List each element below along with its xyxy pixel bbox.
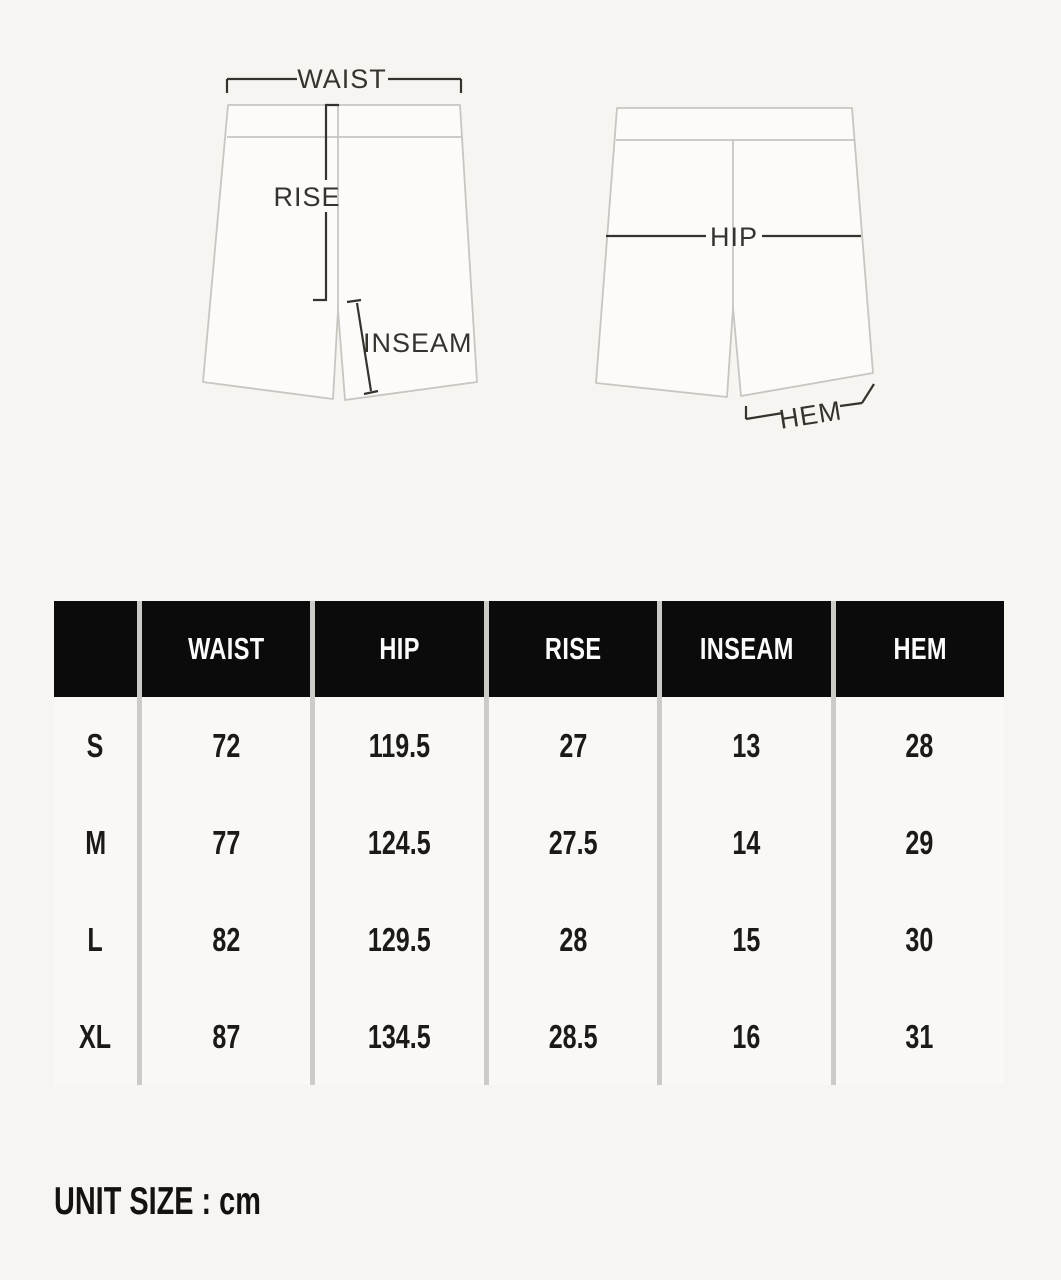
size-cell-s [54, 697, 137, 794]
value-cell [489, 794, 657, 891]
unit-size-note: UNIT SIZE : cm [54, 1180, 261, 1223]
shorts-front-diagram [203, 64, 477, 400]
value-cell [662, 697, 830, 794]
measurement-value: 82 [212, 920, 241, 958]
measurement-value: 31 [905, 1017, 934, 1055]
shorts-back-outline [596, 108, 873, 397]
value-cell [142, 891, 310, 988]
hem-dimension-label: HEM [777, 395, 845, 435]
value-cell [315, 891, 483, 988]
measurement-value: 30 [905, 920, 934, 958]
value-cell [315, 697, 483, 794]
size-cell-l [54, 891, 137, 988]
size-label: XL [79, 1017, 112, 1055]
size-cell-m [54, 794, 137, 891]
value-cell [836, 697, 1004, 794]
measurement-value: 28 [905, 726, 934, 764]
measurement-value: 129.5 [368, 920, 431, 958]
measurement-value: 134.5 [368, 1017, 431, 1055]
measurement-value: 77 [212, 823, 241, 861]
header-label: HEM [893, 631, 947, 666]
value-cell [662, 988, 830, 1085]
measurement-value: 72 [212, 726, 241, 764]
measurement-value: 28 [559, 920, 587, 958]
hip-dimension-label: HIP [709, 222, 759, 252]
value-cell [836, 794, 1004, 891]
value-cell [489, 988, 657, 1085]
size-label: L [87, 920, 104, 958]
header-label: RISE [544, 631, 602, 666]
value-cell [836, 988, 1004, 1085]
value-cell [142, 697, 310, 794]
header-cell-hip [315, 601, 483, 697]
value-cell [142, 794, 310, 891]
measurement-value: 27.5 [548, 823, 598, 861]
header-cell-rise [489, 601, 657, 697]
measurement-value: 124.5 [368, 823, 431, 861]
measurement-value: 119.5 [368, 726, 431, 764]
header-label: HIP [379, 631, 420, 666]
waist-dimension-label: WAIST [297, 64, 387, 94]
measurement-value: 27 [559, 726, 587, 764]
value-cell [662, 794, 830, 891]
value-cell [142, 988, 310, 1085]
measurement-value: 16 [732, 1017, 761, 1055]
rise-dimension-label: RISE [273, 182, 341, 212]
measurement-value: 87 [212, 1017, 241, 1055]
size-cell-xl [54, 988, 137, 1085]
measurement-value: 13 [732, 726, 761, 764]
measurement-value: 28.5 [548, 1017, 598, 1055]
value-cell [489, 891, 657, 988]
value-cell [662, 891, 830, 988]
header-cell-corner [54, 601, 137, 697]
header-label: INSEAM [699, 631, 794, 666]
header-cell-inseam [662, 601, 830, 697]
value-cell [836, 891, 1004, 988]
header-cell-hem [836, 601, 1004, 697]
shorts-measurement-diagram [0, 0, 1061, 560]
measurement-value: 29 [905, 823, 934, 861]
measurement-value: 14 [732, 823, 761, 861]
value-cell [315, 794, 483, 891]
header-cell-waist [142, 601, 310, 697]
shorts-back-diagram [596, 108, 874, 435]
value-cell [315, 988, 483, 1085]
inseam-dimension-label: INSEAM [363, 328, 473, 358]
value-cell [489, 697, 657, 794]
measurement-value: 15 [732, 920, 761, 958]
size-chart-table [54, 601, 1004, 1085]
size-label: M [85, 823, 106, 861]
size-label: S [87, 726, 104, 764]
header-label: WAIST [187, 631, 265, 666]
